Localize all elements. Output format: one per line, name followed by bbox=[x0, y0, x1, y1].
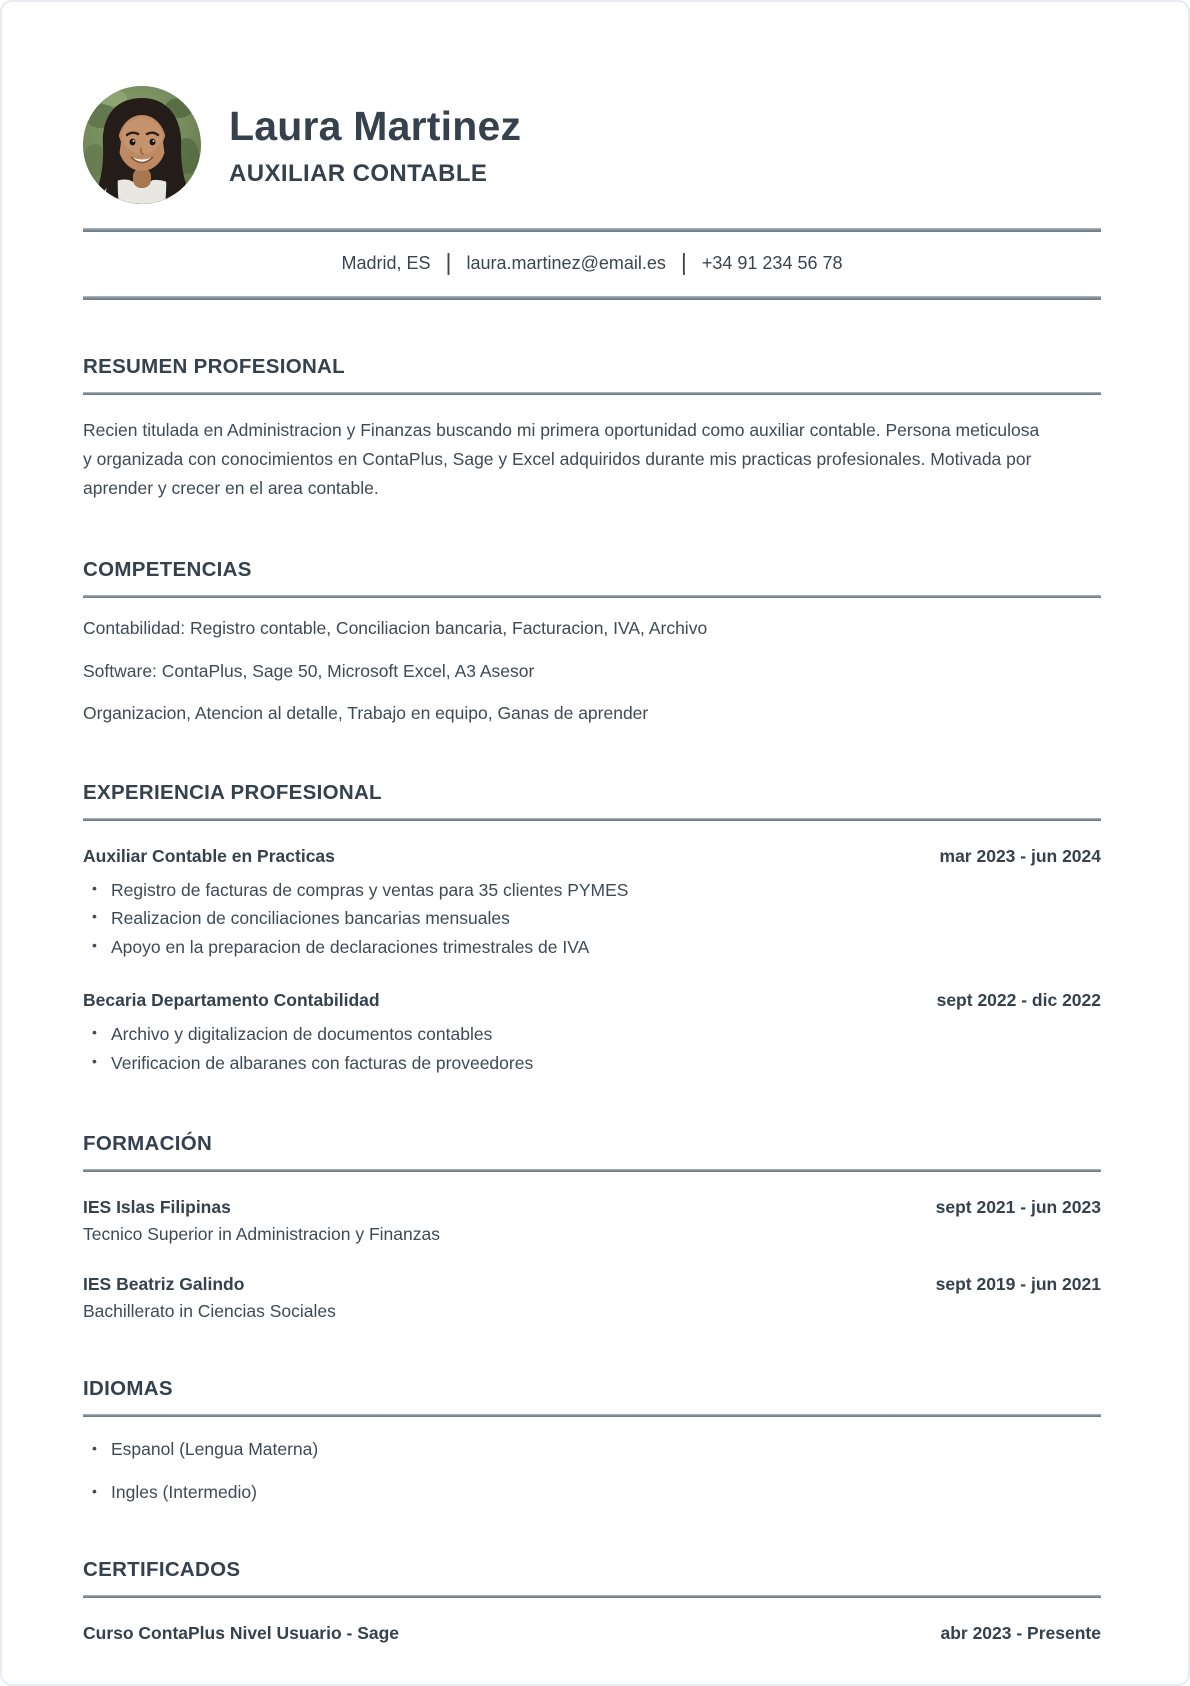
profile-photo-illustration bbox=[83, 86, 201, 204]
job-dates: sept 2022 - dic 2022 bbox=[936, 990, 1101, 1011]
language-list bbox=[83, 1439, 1101, 1503]
job-head bbox=[83, 846, 1101, 867]
section-education bbox=[83, 1132, 1101, 1322]
school-dates: sept 2021 - jun 2023 bbox=[935, 1197, 1101, 1218]
contact-separator: | bbox=[680, 249, 687, 275]
skill-item: Software: ContaPlus, Sage 50, Microsoft Excel, A3 Asesor bbox=[83, 660, 535, 681]
header-text bbox=[229, 103, 521, 188]
school-degree: Bachillerato in Ciencias Sociales bbox=[83, 1301, 336, 1322]
language-item bbox=[83, 1439, 1101, 1460]
certificate-entry bbox=[83, 1623, 1101, 1644]
contact-rule-bottom bbox=[83, 296, 1101, 300]
contact-location: Madrid, ES bbox=[341, 253, 431, 273]
bullet-text: Registro de facturas de compras y ventas para 35 clientes PYMES bbox=[111, 879, 629, 900]
contact-separator: | bbox=[445, 249, 452, 275]
section-experience bbox=[83, 781, 1101, 1078]
section-rule bbox=[83, 392, 1101, 395]
languages-heading: IDIOMAS bbox=[83, 1377, 173, 1401]
experience-heading: EXPERIENCIA PROFESIONAL bbox=[83, 780, 382, 804]
bullet-dot: • bbox=[92, 1440, 97, 1457]
bullet-dot: • bbox=[92, 1483, 97, 1500]
section-rule bbox=[83, 1414, 1101, 1417]
school-entry bbox=[83, 1274, 1101, 1322]
bullet-dot: • bbox=[92, 879, 97, 896]
summary-text: Recien titulada en Administracion y Finanzas buscando mi primera oportunidad como auxiliar contable. Persona meticulosa y organizada con conocimientos en ContaPlus, Sage y Excel adquiridos durante mis practicas profesionales. Motivada por aprender y crecer en el area contable. bbox=[83, 420, 1040, 499]
person-title: AUXILIAR CONTABLE bbox=[229, 159, 488, 187]
skill-item: Contabilidad: Registro contable, Conciliacion bancaria, Facturacion, IVA, Archivo bbox=[83, 618, 708, 639]
bullet-item bbox=[83, 933, 1101, 962]
bullet-text: Realizacion de conciliaciones bancarias mensuales bbox=[111, 908, 510, 929]
job-title: Becaria Departamento Contabilidad bbox=[83, 990, 380, 1011]
summary-heading: RESUMEN PROFESIONAL bbox=[83, 355, 345, 378]
job-head bbox=[83, 990, 1101, 1011]
language-text: Espanol (Lengua Materna) bbox=[111, 1439, 319, 1460]
certificate-title: Curso ContaPlus Nivel Usuario - Sage bbox=[83, 1623, 400, 1644]
bullet-text: Verificacion de albaranes con facturas de proveedores bbox=[111, 1052, 534, 1073]
contact-band bbox=[83, 228, 1101, 300]
job-title: Auxiliar Contable en Practicas bbox=[83, 845, 335, 866]
contact-line bbox=[83, 232, 1101, 296]
person-name: Laura Martinez bbox=[229, 102, 522, 149]
bullet-text: Apoyo en la preparacion de declaraciones trimestrales de IVA bbox=[111, 936, 590, 957]
language-item bbox=[83, 1482, 1101, 1503]
bullet-item bbox=[83, 1049, 1101, 1078]
bullet-dot: • bbox=[92, 1052, 97, 1069]
job-bullets bbox=[83, 876, 1101, 962]
bullet-item bbox=[83, 876, 1101, 905]
skills-heading: COMPETENCIAS bbox=[83, 558, 252, 582]
section-summary bbox=[83, 355, 1101, 503]
school-head bbox=[83, 1274, 1101, 1295]
section-rule bbox=[83, 818, 1101, 821]
school-degree: Tecnico Superior in Administracion y Finanzas bbox=[83, 1224, 440, 1245]
school-name: IES Beatriz Galindo bbox=[83, 1274, 245, 1295]
language-text: Ingles (Intermedio) bbox=[111, 1482, 257, 1503]
section-certificates bbox=[83, 1558, 1101, 1644]
bullet-dot: • bbox=[92, 936, 97, 953]
bullet-dot: • bbox=[92, 908, 97, 925]
bullet-text: Archivo y digitalizacion de documentos contables bbox=[111, 1024, 493, 1045]
section-rule bbox=[83, 1169, 1101, 1172]
bullet-dot: • bbox=[92, 1024, 97, 1041]
job-entry bbox=[83, 990, 1101, 1077]
skill-item: Organizacion, Atencion al detalle, Trabajo en equipo, Ganas de aprender bbox=[83, 703, 649, 724]
education-heading: FORMACIÓN bbox=[83, 1132, 213, 1156]
school-head bbox=[83, 1197, 1101, 1218]
bullet-item bbox=[83, 1020, 1101, 1049]
certificates-heading: CERTIFICADOS bbox=[83, 1558, 241, 1582]
job-bullets bbox=[83, 1020, 1101, 1077]
school-dates: sept 2019 - jun 2021 bbox=[935, 1274, 1101, 1295]
job-dates: mar 2023 - jun 2024 bbox=[939, 845, 1101, 866]
school-entry bbox=[83, 1197, 1101, 1245]
profile-photo bbox=[83, 86, 201, 204]
header bbox=[83, 86, 1101, 204]
contact-phone: +34 91 234 56 78 bbox=[701, 253, 843, 273]
bullet-item bbox=[83, 904, 1101, 933]
certificate-dates: abr 2023 - Presente bbox=[940, 1623, 1101, 1644]
section-rule bbox=[83, 595, 1101, 598]
school-name: IES Islas Filipinas bbox=[83, 1197, 231, 1218]
job-entry bbox=[83, 846, 1101, 962]
section-languages bbox=[83, 1377, 1101, 1503]
contact-email: laura.martinez@email.es bbox=[466, 253, 666, 273]
section-rule bbox=[83, 1595, 1101, 1598]
section-skills bbox=[83, 558, 1101, 726]
